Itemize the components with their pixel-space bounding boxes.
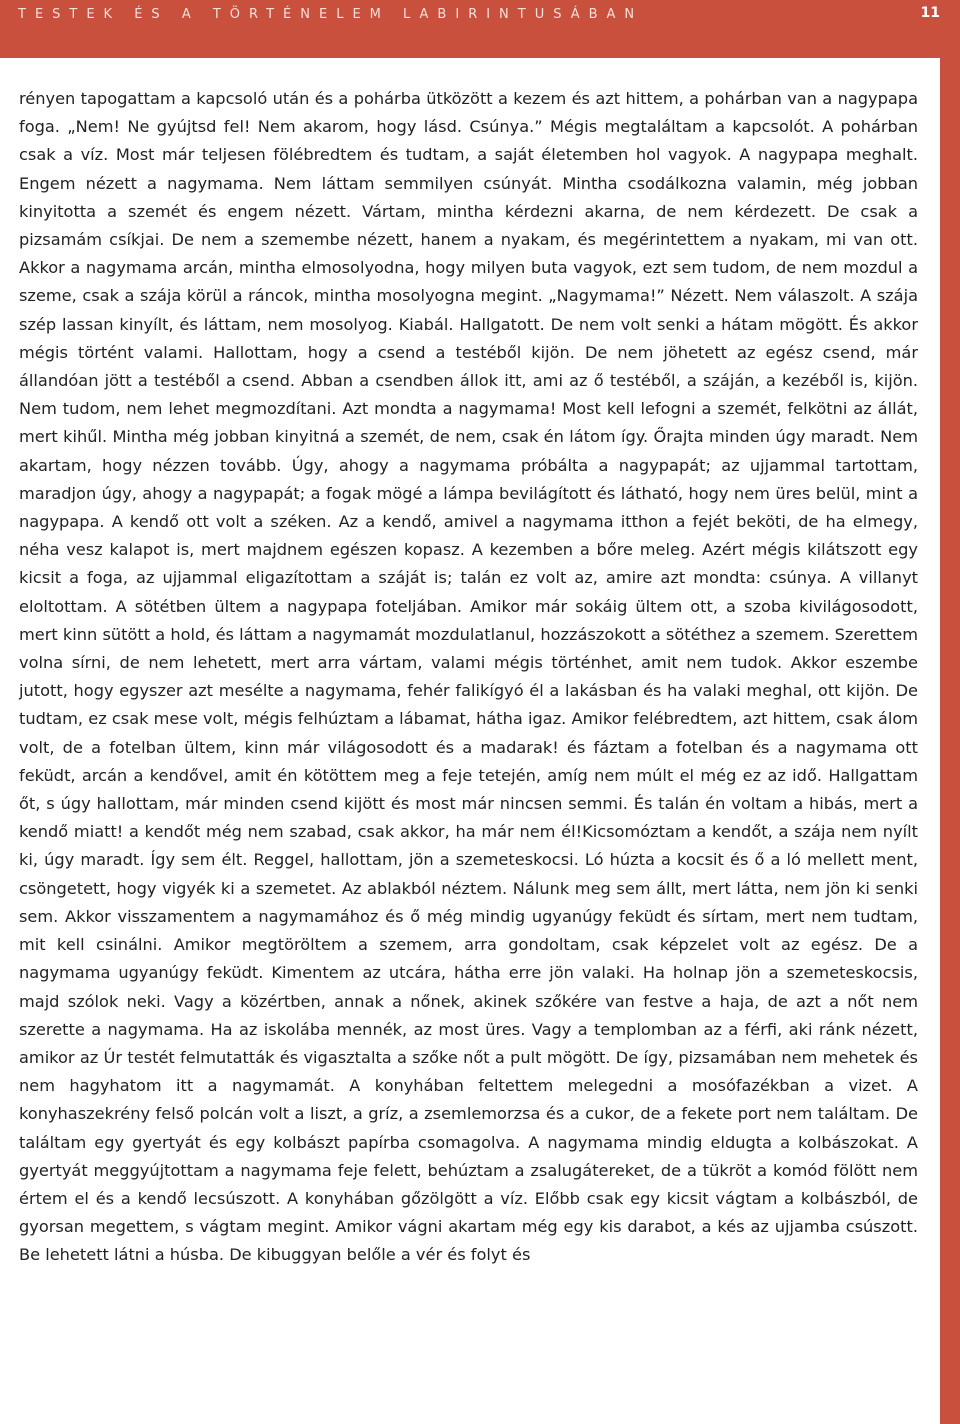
- page-number: 11: [920, 5, 940, 21]
- page-header: [0, 0, 960, 30]
- running-title: TESTEK ÉS A TÖRTÉNELEM LABIRINTUSÁBAN: [18, 7, 644, 22]
- page-content: [0, 58, 940, 1424]
- body-paragraph: rényen tapogattam a kapcsoló után és a pohárba ütközött a kezem és azt hittem, a pohárban van a nagypapa foga. „Nem! Ne gyújtsd fel! Nem akarom, hogy lásd. Csúnya.” Mégis megtaláltam a kapcsolót. A pohárban csak a víz. Most már teljesen fölébredtem és tudtam, a saját életemben hol vagyok. A nagypapa meghalt. Engem nézett a nagymama. Nem láttam semmilyen csúnyát. Mintha csodálkozna valamin, még jobban kinyitotta a szemét és engem nézett. Vártam, mintha kérdezni akarna, de nem kérdezett. De csak a pizsamám csíkjai. De nem a szemembe nézett, hanem a nyakam, és megérintettem a nyakam, mi van ott. Akkor a nagymama arcán, mintha elmosolyodna, hogy milyen buta vagyok, ezt sem tudom, de nem mozdul a szeme, csak a szája körül a ráncok, mintha mosolyogna megint. „Nagymama!” Nézett. Nem válaszolt. A szája szép lassan kinyílt, és láttam, nem mosolyog. Kiabál. Hallgatott. De nem volt senki a hátam mögött. És akkor mégis történt valami. Hallottam, hogy a csend a testéből kijön. De nem jöhetett az egész csend, már állandóan jött a testéből a csend. Abban a csendben állok itt, ami az ő testéből, a száján, a kezéből is, kijön. Nem tudom, nem lehet megmozdítani. Azt mondta a nagymama! Most kell lefogni a szemét, felkötni az állát, mert kihűl. Mintha még jobban kinyitná a szemét, de nem, csak én látom így. Őrajta minden úgy maradt. Nem akartam, hogy nézzen tovább. Úgy, ahogy a nagymama próbálta a nagypapát; az ujjammal tartottam, maradjon úgy, ahogy a nagypapát; a fogak mögé a lámpa bevilágított és látható, hogy nem üres belül, mint a nagypapa. A kendő ott volt a széken. Az a kendő, amivel a nagymama itthon a fejét beköti, de ha elmegy, néha vesz kalapot is, mert majdnem egészen kopasz. A kezemben a bőre meleg. Azért mégis kilátszott egy kicsit a foga, az ujjammal eligazítottam a száját is; talán ez volt az, amire azt mondta: csúnya. A villanyt eloltottam. A sötétben ültem a nagypapa foteljában. Amikor már sokáig ültem ott, a szoba kivilágosodott, mert kinn sütött a hold, és láttam a nagymamát mozdulatlanul, hozzászokott a sötéthez a szemem. Szerettem volna sírni, de nem lehetett, mert arra vártam, valami mégis történhet, amit nem tudok. Akkor eszembe jutott, hogy egyszer azt mesélte a nagymama, fehér falikígyó él a lakásban és ha valaki meghal, ott kijön. De tudtam, ez csak mese volt, mégis felhúztam a lábamat, hátha igaz. Amikor felébredtem, azt hittem, csak álom volt, de a fotelban ültem, kinn már világosodott és a madarak! és fáztam a fotelban és a nagymama ott feküdt, arcán a kendővel, amit én kötöttem meg a feje tetején, amíg nem múlt el még ez az idő. Hallgattam őt, s úgy hallottam, már minden csend kijött és most már nincsen semmi. És talán én voltam a hibás, mert a kendő miatt! a kendőt még nem szabad, csak akkor, ha már nem él!Kicsomóztam a kendőt, a szája nem nyílt ki, úgy maradt. Így sem élt. Reggel, hallottam, jön a szemeteskocsi. Ló húzta a kocsit és ő a ló mellett ment, csöngetett, hogy vigyék ki a szemetet. Az ablakból néztem. Nálunk meg sem állt, mert látta, nem jön ki senki sem. Akkor visszamentem a nagymamához és ő még mindig ugyanúgy feküdt és sírtam, mert nem tudtam, mit kell csinálni. Amikor megtöröltem a szemem, arra gondoltam, csak képzelet volt az egész. De a nagymama ugyanúgy feküdt. Kimentem az utcára, hátha erre jön valaki. Ha holnap jön a szemeteskocsis, majd szólok neki. Vagy a közértben, annak a nőnek, akinek szőkére van festve a haja, de azt a nőt nem szerette a nagymama. Ha az iskolába mennék, az most üres. Vagy a templomban az a férfi, aki ránk nézett, amikor az Úr testét felmutatták és vigasztalta a szőke nőt a pult mögött. De így, pizsamában nem mehetek és nem hagyhatom itt a nagymamát. A konyhában feltettem melegedni a mosófazékban a vizet. A konyhaszekrény felső polcán volt a liszt, a gríz, a zsemlemorzsa és a cukor, de a fekete port nem találtam. De találtam egy gyertyát és egy kolbászt papírba csomagolva. A nagymama mindig eldugta a kolbászokat. A gyertyát meggyújtottam a nagymama feje felett, behúztam a zsalugátereket, de a tükröt a komód fölött nem értem el és a kendő lecsúszott. A konyhában gőzölgött a víz. Előbb csak egy kicsit vágtam a kolbászból, de gyorsan megettem, s vágtam megint. Amikor vágni akartam még egy kis darabot, a kés az ujjamba csúszott. Be lehetett látni a húsba. De kibuggyan belőle a vér és folyt és: [19, 89, 918, 1265]
